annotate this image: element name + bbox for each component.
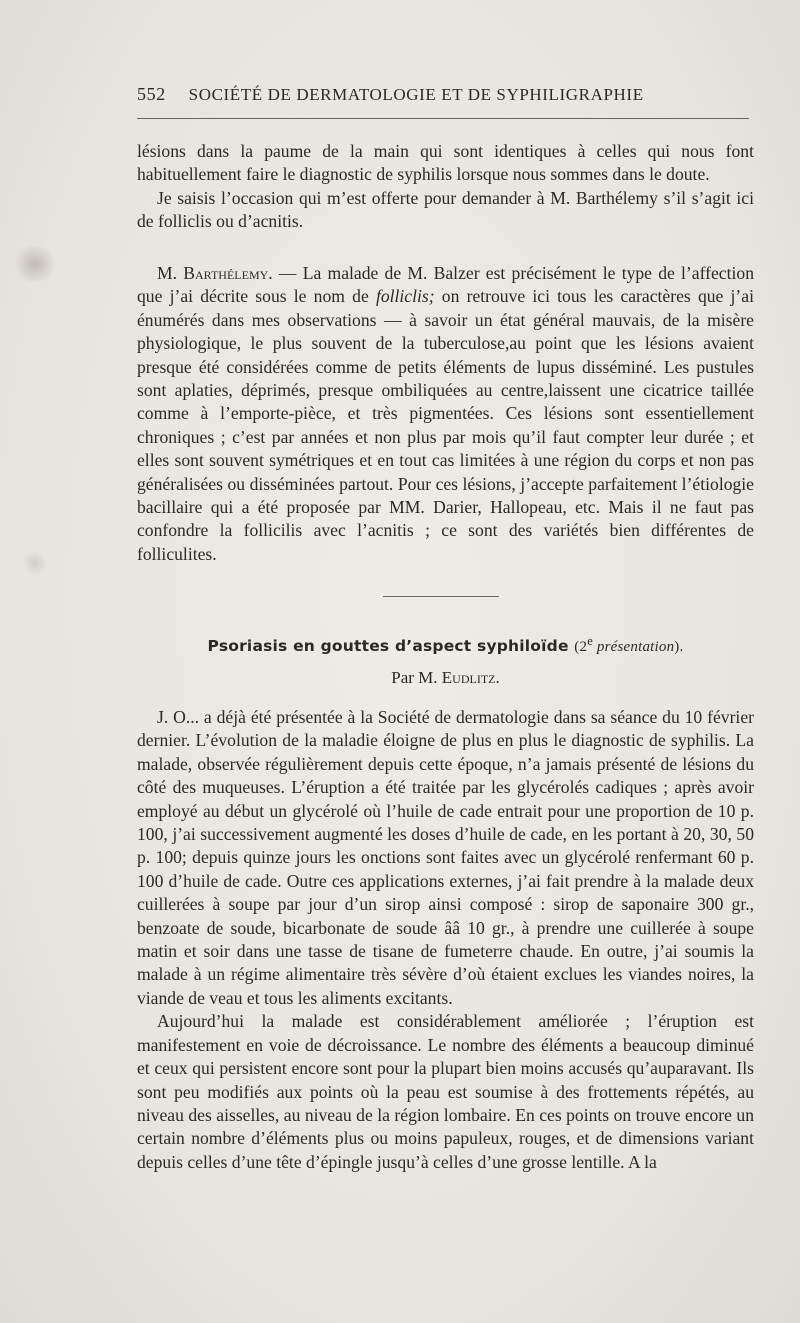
- paren-close: ).: [674, 639, 684, 655]
- author-prefix: Par M.: [391, 668, 438, 687]
- text-segment: — La malade de M. Balzer est précisément le type de l’affection que j’ai décrite sous le nom de: [137, 263, 754, 307]
- section-title: [137, 634, 754, 656]
- paragraph: Je saisis l’occasion qui m’est offerte pour demander à M. Barthélemy s’il s’agit ici de folliclis ou d’acnitis.: [137, 187, 754, 232]
- presentation-note: [574, 634, 684, 655]
- author-line: [137, 668, 754, 688]
- paragraph: lésions dans la paume de la main qui sont identiques à celles qui nous font habituellement faire le diagnostic de syphilis lorsque nous sommes dans le doute.: [137, 141, 754, 185]
- paragraph: J. O... a déjà été présentée à la Société de dermatologie dans sa séance du 10 février dernier. L’évolution de la maladie éloigne de plus en plus le diagnostic de syphilis. La malade, observée régulièrement depuis cette époque, n’a jamais présenté de lésions du côté des muqueuses. L’éruption a été traitée par les glycérolés cadiques ; après avoir employé au début un glycérolé où l’huile de cade entrait pour une proportion de 10 p. 100, j’ai successivement augmenté les doses d’huile de cade, en les portant à 20, 30, 50 p. 100; depuis quinze jours les onctions sont faites avec un glycérolé renfermant 60 p. 100 d’huile de cade. Outre ces applications externes, j’ai fait prendre à la malade deux cuillerées à soupe par jour d’un sirop ainsi composé : sirop de saponaire 300 gr., benzoate de soude, bicarbonate de soude ââ 10 gr., à prendre une cuillerée à soupe matin et soir dans une tasse de tisane de fumeterre chaude. En outre, j’ai soumis la malade à un régime alimentaire très sévère d’où étaient exclues les viandes noires, la viande de veau et tous les aliments excitants.: [137, 707, 754, 1008]
- ordinal-sup: e: [587, 634, 593, 648]
- presentation-word: présentation: [596, 639, 675, 655]
- section-divider: [383, 596, 499, 597]
- speaker-name: M. Barthélemy.: [157, 263, 273, 283]
- barthelemy-reply: [137, 262, 754, 566]
- author-name: Eudlitz.: [441, 668, 500, 687]
- title-text: Psoriasis en gouttes d’aspect syphiloïde: [207, 637, 569, 655]
- case-report: [137, 706, 754, 1174]
- paragraph: Aujourd’hui la malade est considérablement améliorée ; l’éruption est manifestement en voie de décroissance. Le nombre des éléments a beaucoup diminué et ceux qui persistent encore sont pour la plupart bien moins accusés qu’auparavant. Ils sont peu modifiés aux points où la peau est soumise à des frottements répétés, au niveau des aisselles, au niveau de la région lombaire. En ces points on trouve encore un certain nombre d’éléments plus ou moins papuleux, rouges, et de dimensions variant depuis celles d’une tête d’épingle jusqu’à celles d’une grosse lentille. A la: [137, 1011, 754, 1172]
- running-title: SOCIÉTÉ DE DERMATOLOGIE ET DE SYPHILIGRAPHIE: [188, 85, 644, 104]
- header-rule: [137, 118, 749, 119]
- paragraph: [137, 262, 754, 566]
- page-number: 552: [137, 84, 166, 104]
- continued-discussion: [137, 140, 754, 234]
- text-segment: on retrouve ici tous les caractères que j’ai énumérés dans mes observations — à savoir un état général mauvais, de la misère physiologique, le plus souvent de la tuberculose,au point que les lésions avaient presque été considérées comme de petits éléments de lupus disséminé. Les pustules sont aplaties, déprimés, presque ombiliquées au centre,laissent une cicatrice taillée comme à l’emporte-pièce, et très pigmentées. Ces lésions sont essentiellement chroniques ; c’est par années et non plus par mois qu’il faut compter leur durée ; et elles sont souvent symétriques et en tout cas limitées à une région du corps et non pas généralisées ou disséminées partout. Pour ces lésions, j’accepte parfaitement l’étiologie bacillaire qui a été proposée par MM. Darier, Hallopeau, etc. Mais il ne faut pas confondre la follicilis avec l’acnitis ; ce sont des variétés bien différentes de folliculites.: [137, 286, 754, 564]
- paren-open: (2: [574, 639, 588, 655]
- ink-smudge: [22, 552, 48, 574]
- running-header: [137, 84, 757, 105]
- italic-term: folliclis;: [375, 286, 435, 307]
- ink-smudge: [12, 246, 58, 282]
